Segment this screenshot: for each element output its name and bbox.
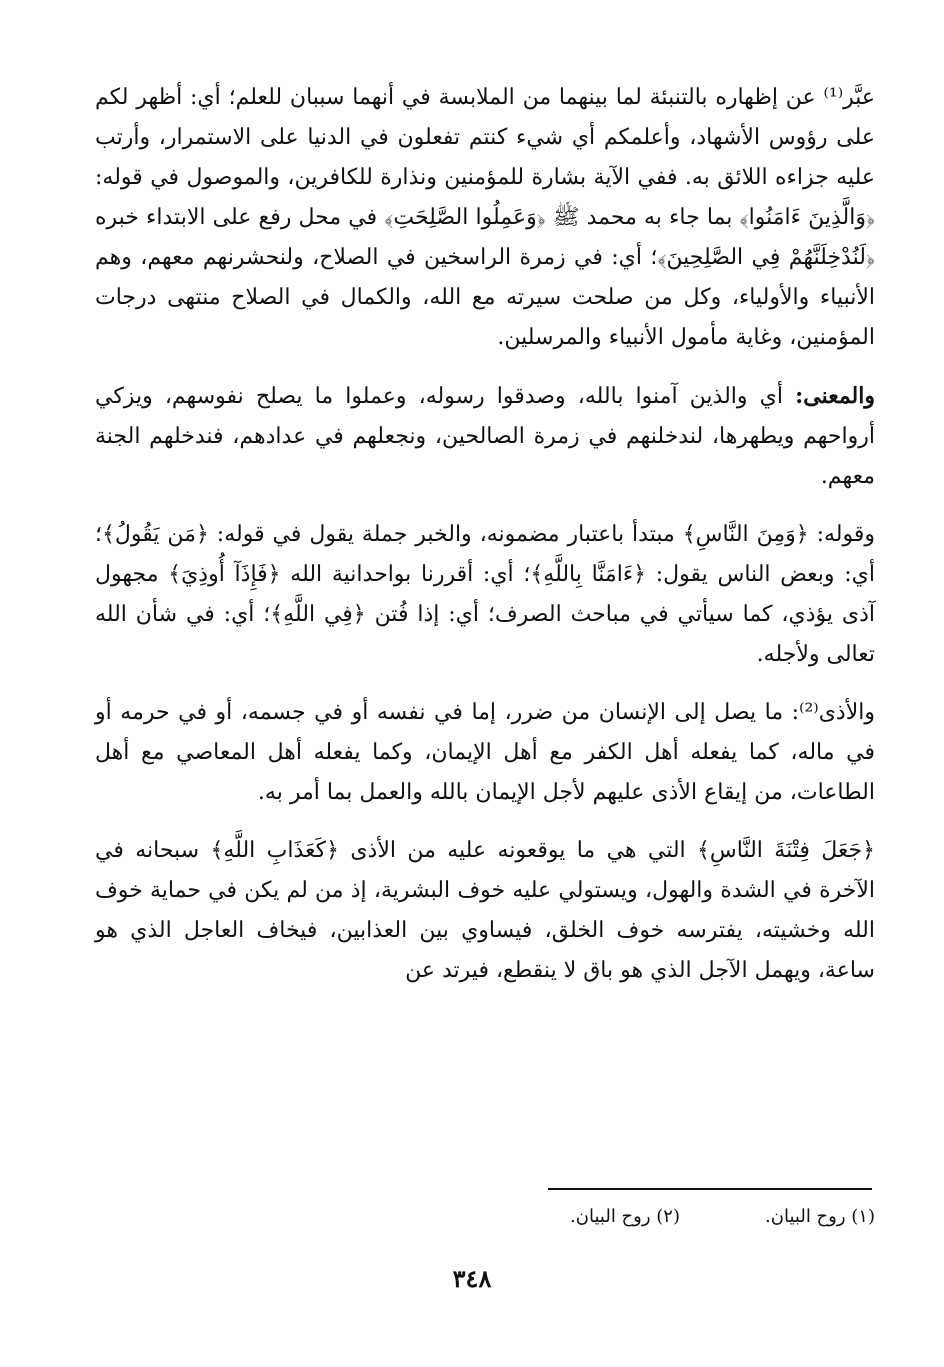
meaning-text: أي والذين آمنوا بالله، وصدقوا رسوله، وعملوا ما يصلح نفوسهم، ويزكي أرواحهم ويطهرها، لندخلنهم في زمرة الصالحين، ونجعلهم في عدادهم، فندخلهم الجنة معهم. [95,384,875,489]
footnote-2: (٢) روح البيان. [570,1206,680,1227]
page-body [95,78,875,1009]
meaning-label: والمعنى: [795,383,875,409]
paragraph-1: عبَّر⁽¹⁾ عن إظهاره بالتنبئة لما بينهما من الملابسة في أنهما سببان للعلم؛ أي: أظهر لكم على رؤوس الأشهاد، وأعلمكم أي شيء كنتم تفعلون في الدنيا على الاستمرار، وأرتب عليه جزاءه اللائق به. ففي الآية بشارة للمؤمنين ونذارة للكافرين، والموصول في قوله: ﴿وَالَّذِينَ ءَامَنُوا﴾ بما جاء به محمد ﷺ ﴿وَعَمِلُوا الصَّلِحَتِ﴾ في محل رفع على الابتداء خبره ﴿لَنُدْخِلَنَّهُمْ فِي الصَّلِحِينَ﴾؛ أي: في زمرة الراسخين في الصلاح، ولنحشرنهم معهم، وهم الأنبياء والأولياء، وكل من صلحت سيرته مع الله، والكمال في الصلاح منتهى درجات المؤمنين، وغاية مأمول الأنبياء والمرسلين. [95,85,875,350]
footnote-1: (١) روح البيان. [765,1206,875,1227]
footnote-divider [548,1188,872,1190]
paragraph-3: وقوله: ﴿وَمِنَ النَّاسِ﴾ مبتدأ باعتبار مضمونه، والخبر جملة يقول في قوله: ﴿مَن يَقُولُ﴾؛ أي: وبعض الناس يقول: ﴿ءَامَنَّا بِاللَّهِ﴾؛ أي: أقررنا بواحدانية الله ﴿فَإِذَآ أُوذِيَ﴾ مجهول آذى يؤذي، كما سيأتي في مباحث الصرف؛ أي: إذا فُتن ﴿فِي اللَّهِ﴾؛ أي: في شأن الله تعالى ولأجله. [95,522,875,667]
paragraph-5: ﴿جَعَلَ فِتْنَةَ النَّاسِ﴾ التي هي ما يوقعونه عليه من الأذى ﴿كَعَذَابِ اللَّهِ﴾ سبحانه في الآخرة في الشدة والهول، ويستولي عليه خوف البشرية، إذ من لم يكن في حماية خوف الله وخشيته، يفترسه خوف الخلق، فيساوي بين العذابين، فيخاف العاجل الذي هو ساعة، ويهمل الآجل الذي هو باق لا ينقطع، فيرتد عن [95,838,875,983]
footnotes [95,1206,875,1227]
paragraph-4: والأذى⁽²⁾: ما يصل إلى الإنسان من ضرر، إما في نفسه أو في جسمه، أو في حرمه أو في ماله، كما يفعله أهل الكفر مع أهل الإيمان، وكما يفعله أهل المعاصي مع أهل الطاعات، من إيقاع الأذى عليهم لأجل الإيمان بالله والعمل بما أمر به. [95,700,875,805]
paragraph-meaning [95,376,875,497]
page-number: ٣٤٨ [452,1264,492,1293]
